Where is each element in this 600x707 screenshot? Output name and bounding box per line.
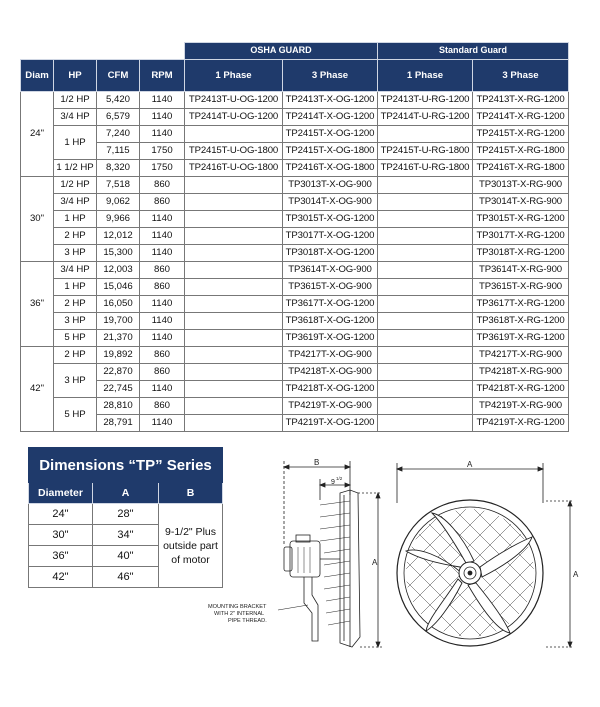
cfm-cell: 16,050: [97, 295, 140, 312]
cfm-cell: 9,062: [97, 193, 140, 210]
cfm-cell: 7,518: [97, 176, 140, 193]
table-body: [21, 91, 569, 431]
osha-1ph-cell: [185, 329, 283, 346]
std-1ph-cell: [378, 346, 473, 363]
cfm-cell: 15,300: [97, 244, 140, 261]
fan-dimension-drawing: [200, 455, 590, 660]
rpm-cell: 1750: [140, 142, 185, 159]
hp-cell: 2 HP: [54, 346, 97, 363]
std-3ph-cell: TP4219T-X-RG-1200: [473, 414, 569, 431]
col-osha-1-phase: 1 Phase: [185, 59, 283, 91]
rpm-cell: 1140: [140, 125, 185, 142]
mounting-bracket: [304, 577, 318, 641]
std-1ph-cell: [378, 125, 473, 142]
osha-3ph-cell: TP3617T-X-OG-1200: [283, 295, 378, 312]
rpm-cell: 860: [140, 176, 185, 193]
dimensions-title: Dimensions “TP” Series: [29, 448, 223, 483]
osha-3ph-cell: TP4218T-X-OG-900: [283, 363, 378, 380]
cfm-cell: 22,870: [97, 363, 140, 380]
std-3ph-cell: TP2415T-X-RG-1200: [473, 125, 569, 142]
hp-cell: 2 HP: [54, 227, 97, 244]
arrow-icon: [345, 465, 350, 469]
bracket-note-line: MOUNTING BRACKET: [208, 604, 267, 610]
osha-1ph-cell: TP2414T-U-OG-1200: [185, 108, 283, 125]
motor-body: [290, 541, 320, 577]
hp-cell: 3/4 HP: [54, 193, 97, 210]
table-row: [21, 346, 569, 363]
osha-1ph-cell: [185, 380, 283, 397]
hub-center: [468, 571, 472, 575]
std-3ph-cell: TP2416T-X-RG-1800: [473, 159, 569, 176]
motor-endcap: [284, 547, 292, 571]
dim-col-a: A: [93, 483, 159, 504]
dim-b-note-line: outside part: [163, 539, 218, 552]
osha-1ph-cell: TP2416T-U-OG-1800: [185, 159, 283, 176]
diam-cell: 42": [21, 346, 54, 431]
arrow-icon: [284, 465, 289, 469]
hp-cell: 2 HP: [54, 295, 97, 312]
label-a-side: A: [372, 558, 378, 567]
std-1ph-cell: TP2414T-U-RG-1200: [378, 108, 473, 125]
cfm-cell: 9,966: [97, 210, 140, 227]
leader-line: [278, 605, 308, 610]
col-std-1-phase: 1 Phase: [378, 59, 473, 91]
osha-3ph-cell: TP2413T-X-OG-1200: [283, 91, 378, 108]
std-3ph-cell: TP2415T-X-RG-1800: [473, 142, 569, 159]
std-1ph-cell: [378, 397, 473, 414]
std-1ph-cell: [378, 414, 473, 431]
dim-row: [29, 504, 223, 525]
table-row: [21, 397, 569, 414]
col-rpm: RPM: [140, 59, 185, 91]
diam-cell: 24": [21, 91, 54, 176]
table-row: [21, 329, 569, 346]
osha-3ph-cell: TP3015T-X-OG-1200: [283, 210, 378, 227]
std-1ph-cell: [378, 329, 473, 346]
table-row: [21, 91, 569, 108]
hp-cell: 1 HP: [54, 210, 97, 227]
std-1ph-cell: [378, 295, 473, 312]
label-b: B: [314, 458, 320, 467]
bracket-note-line: WITH 2" INTERNAL: [214, 611, 265, 617]
rpm-cell: 1140: [140, 295, 185, 312]
std-1ph-cell: [378, 380, 473, 397]
dim-diameter-cell: 24": [29, 504, 93, 525]
col-std-3-phase: 3 Phase: [473, 59, 569, 91]
bracket-note-line: PIPE THREAD.: [228, 618, 267, 624]
cfm-cell: 15,046: [97, 278, 140, 295]
rpm-cell: 860: [140, 261, 185, 278]
table-row: [21, 193, 569, 210]
table-row: [21, 380, 569, 397]
arrow-icon: [397, 467, 402, 471]
dim-diameter-cell: 42": [29, 567, 93, 588]
std-3ph-cell: TP3614T-X-RG-900: [473, 261, 569, 278]
std-1ph-cell: [378, 193, 473, 210]
osha-1ph-cell: [185, 346, 283, 363]
osha-1ph-cell: [185, 312, 283, 329]
osha-3ph-cell: TP3614T-X-OG-900: [283, 261, 378, 278]
blade: [432, 513, 474, 563]
label-a-top: A: [467, 460, 473, 469]
col-hp: HP: [54, 59, 97, 91]
table-row: [21, 142, 569, 159]
table-row: [21, 312, 569, 329]
osha-1ph-cell: TP2415T-U-OG-1800: [185, 142, 283, 159]
dim-a-cell: 34": [93, 525, 159, 546]
hp-cell: 5 HP: [54, 397, 97, 431]
hp-cell: 3 HP: [54, 363, 97, 397]
rpm-cell: 1140: [140, 380, 185, 397]
osha-3ph-cell: TP2415T-X-OG-1800: [283, 142, 378, 159]
osha-1ph-cell: [185, 397, 283, 414]
cfm-cell: 28,791: [97, 414, 140, 431]
osha-3ph-cell: TP4219T-X-OG-1200: [283, 414, 378, 431]
std-3ph-cell: TP3014T-X-RG-900: [473, 193, 569, 210]
table-row: [21, 108, 569, 125]
rpm-cell: 1140: [140, 210, 185, 227]
table-row: [21, 295, 569, 312]
cfm-cell: 12,003: [97, 261, 140, 278]
std-3ph-cell: TP4217T-X-RG-900: [473, 346, 569, 363]
arrow-icon: [376, 493, 380, 498]
diam-cell: 30": [21, 176, 54, 261]
arrow-icon: [538, 467, 543, 471]
osha-1ph-cell: [185, 227, 283, 244]
rpm-cell: 1140: [140, 91, 185, 108]
dim-a-cell: 46": [93, 567, 159, 588]
std-3ph-cell: TP3618T-X-RG-1200: [473, 312, 569, 329]
header-spacer: [21, 43, 185, 60]
standard-guard-header: Standard Guard: [378, 43, 569, 60]
osha-1ph-cell: [185, 278, 283, 295]
osha-3ph-cell: TP4217T-X-OG-900: [283, 346, 378, 363]
osha-3ph-cell: TP3619T-X-OG-1200: [283, 329, 378, 346]
label-half: 1/2: [336, 476, 343, 481]
osha-3ph-cell: TP3013T-X-OG-900: [283, 176, 378, 193]
blade: [426, 579, 462, 631]
cfm-cell: 7,240: [97, 125, 140, 142]
arrow-icon: [568, 501, 572, 506]
table-row: [21, 261, 569, 278]
osha-3ph-cell: TP3017T-X-OG-1200: [283, 227, 378, 244]
hp-cell: 3 HP: [54, 244, 97, 261]
col-osha-3-phase: 3 Phase: [283, 59, 378, 91]
osha-1ph-cell: [185, 125, 283, 142]
arrow-icon: [376, 642, 380, 647]
std-1ph-cell: [378, 278, 473, 295]
osha-3ph-cell: TP3615T-X-OG-900: [283, 278, 378, 295]
std-3ph-cell: TP2414T-X-RG-1200: [473, 108, 569, 125]
std-1ph-cell: TP2413T-U-RG-1200: [378, 91, 473, 108]
hp-cell: 1/2 HP: [54, 176, 97, 193]
std-3ph-cell: TP3013T-X-RG-900: [473, 176, 569, 193]
dim-b-note-line: 9-1/2" Plus: [164, 525, 216, 538]
osha-1ph-cell: [185, 176, 283, 193]
std-3ph-cell: TP3615T-X-RG-900: [473, 278, 569, 295]
col-cfm: CFM: [97, 59, 140, 91]
label-9: 9: [331, 479, 335, 486]
rpm-cell: 860: [140, 397, 185, 414]
std-3ph-cell: TP3619T-X-RG-1200: [473, 329, 569, 346]
std-3ph-cell: TP3017T-X-RG-1200: [473, 227, 569, 244]
table-row: [21, 363, 569, 380]
std-1ph-cell: [378, 227, 473, 244]
table-row: [21, 176, 569, 193]
rpm-cell: 1140: [140, 227, 185, 244]
dimensions-table: [28, 447, 223, 588]
dim-b-note-line: of motor: [171, 553, 210, 566]
osha-guard-header: OSHA GUARD: [185, 43, 378, 60]
std-3ph-cell: TP3015T-X-RG-1200: [473, 210, 569, 227]
dim-diameter-cell: 36": [29, 546, 93, 567]
cfm-cell: 8,320: [97, 159, 140, 176]
osha-3ph-cell: TP2415T-X-OG-1200: [283, 125, 378, 142]
std-1ph-cell: [378, 210, 473, 227]
dim-a-cell: 28": [93, 504, 159, 525]
arrow-icon: [345, 483, 350, 487]
col-diam: Diam: [21, 59, 54, 91]
osha-3ph-cell: TP3014T-X-OG-900: [283, 193, 378, 210]
cfm-cell: 22,745: [97, 380, 140, 397]
side-view: [208, 458, 382, 647]
cfm-cell: 12,012: [97, 227, 140, 244]
hp-cell: 3/4 HP: [54, 108, 97, 125]
osha-3ph-cell: TP3018T-X-OG-1200: [283, 244, 378, 261]
hp-cell: 1 HP: [54, 125, 97, 159]
std-3ph-cell: TP4218T-X-RG-900: [473, 363, 569, 380]
table-row: [21, 278, 569, 295]
table-row: [21, 125, 569, 142]
guard-wires: [320, 501, 350, 625]
table-row: [21, 159, 569, 176]
osha-1ph-cell: [185, 414, 283, 431]
std-3ph-cell: TP3617T-X-RG-1200: [473, 295, 569, 312]
dim-col-b: B: [159, 483, 223, 504]
osha-3ph-cell: TP4218T-X-OG-1200: [283, 380, 378, 397]
table-row: [21, 244, 569, 261]
cfm-cell: 28,810: [97, 397, 140, 414]
osha-3ph-cell: TP2414T-X-OG-1200: [283, 108, 378, 125]
hp-cell: 1 1/2 HP: [54, 159, 97, 176]
rpm-cell: 1140: [140, 108, 185, 125]
cfm-cell: 21,370: [97, 329, 140, 346]
osha-3ph-cell: TP3618T-X-OG-1200: [283, 312, 378, 329]
table-row: [21, 227, 569, 244]
std-1ph-cell: TP2416T-U-RG-1800: [378, 159, 473, 176]
rpm-cell: 860: [140, 193, 185, 210]
osha-1ph-cell: [185, 244, 283, 261]
std-1ph-cell: [378, 244, 473, 261]
osha-1ph-cell: [185, 363, 283, 380]
osha-1ph-cell: [185, 210, 283, 227]
rpm-cell: 1140: [140, 329, 185, 346]
osha-3ph-cell: TP4219T-X-OG-900: [283, 397, 378, 414]
osha-1ph-cell: [185, 261, 283, 278]
diam-cell: 36": [21, 261, 54, 346]
hp-cell: 3/4 HP: [54, 261, 97, 278]
osha-1ph-cell: [185, 193, 283, 210]
cfm-cell: 6,579: [97, 108, 140, 125]
table-row: [21, 210, 569, 227]
arrow-icon: [568, 642, 572, 647]
osha-3ph-cell: TP2416T-X-OG-1800: [283, 159, 378, 176]
hp-cell: 5 HP: [54, 329, 97, 346]
dim-a-cell: 40": [93, 546, 159, 567]
osha-1ph-cell: TP2413T-U-OG-1200: [185, 91, 283, 108]
osha-1ph-cell: [185, 295, 283, 312]
rpm-cell: 1750: [140, 159, 185, 176]
cfm-cell: 7,115: [97, 142, 140, 159]
rpm-cell: 1140: [140, 312, 185, 329]
rpm-cell: 860: [140, 278, 185, 295]
blade: [468, 583, 510, 633]
std-1ph-cell: [378, 312, 473, 329]
label-a-front: A: [573, 570, 579, 579]
cfm-cell: 19,700: [97, 312, 140, 329]
front-view: [345, 455, 590, 660]
std-3ph-cell: TP4219T-X-RG-900: [473, 397, 569, 414]
rpm-cell: 1140: [140, 414, 185, 431]
rpm-cell: 860: [140, 363, 185, 380]
hp-cell: 1 HP: [54, 278, 97, 295]
std-1ph-cell: [378, 363, 473, 380]
cfm-cell: 5,420: [97, 91, 140, 108]
std-3ph-cell: TP2413T-X-RG-1200: [473, 91, 569, 108]
dim-col-diameter: Diameter: [29, 483, 93, 504]
rpm-cell: 1140: [140, 244, 185, 261]
std-1ph-cell: [378, 176, 473, 193]
fan-model-table: [20, 42, 569, 432]
std-1ph-cell: [378, 261, 473, 278]
cfm-cell: 19,892: [97, 346, 140, 363]
table-row: [21, 414, 569, 431]
rpm-cell: 860: [140, 346, 185, 363]
std-1ph-cell: TP2415T-U-RG-1800: [378, 142, 473, 159]
hp-cell: 3 HP: [54, 312, 97, 329]
dim-diameter-cell: 30": [29, 525, 93, 546]
arrow-icon: [320, 483, 325, 487]
hp-cell: 1/2 HP: [54, 91, 97, 108]
std-3ph-cell: TP4218T-X-RG-1200: [473, 380, 569, 397]
std-3ph-cell: TP3018T-X-RG-1200: [473, 244, 569, 261]
